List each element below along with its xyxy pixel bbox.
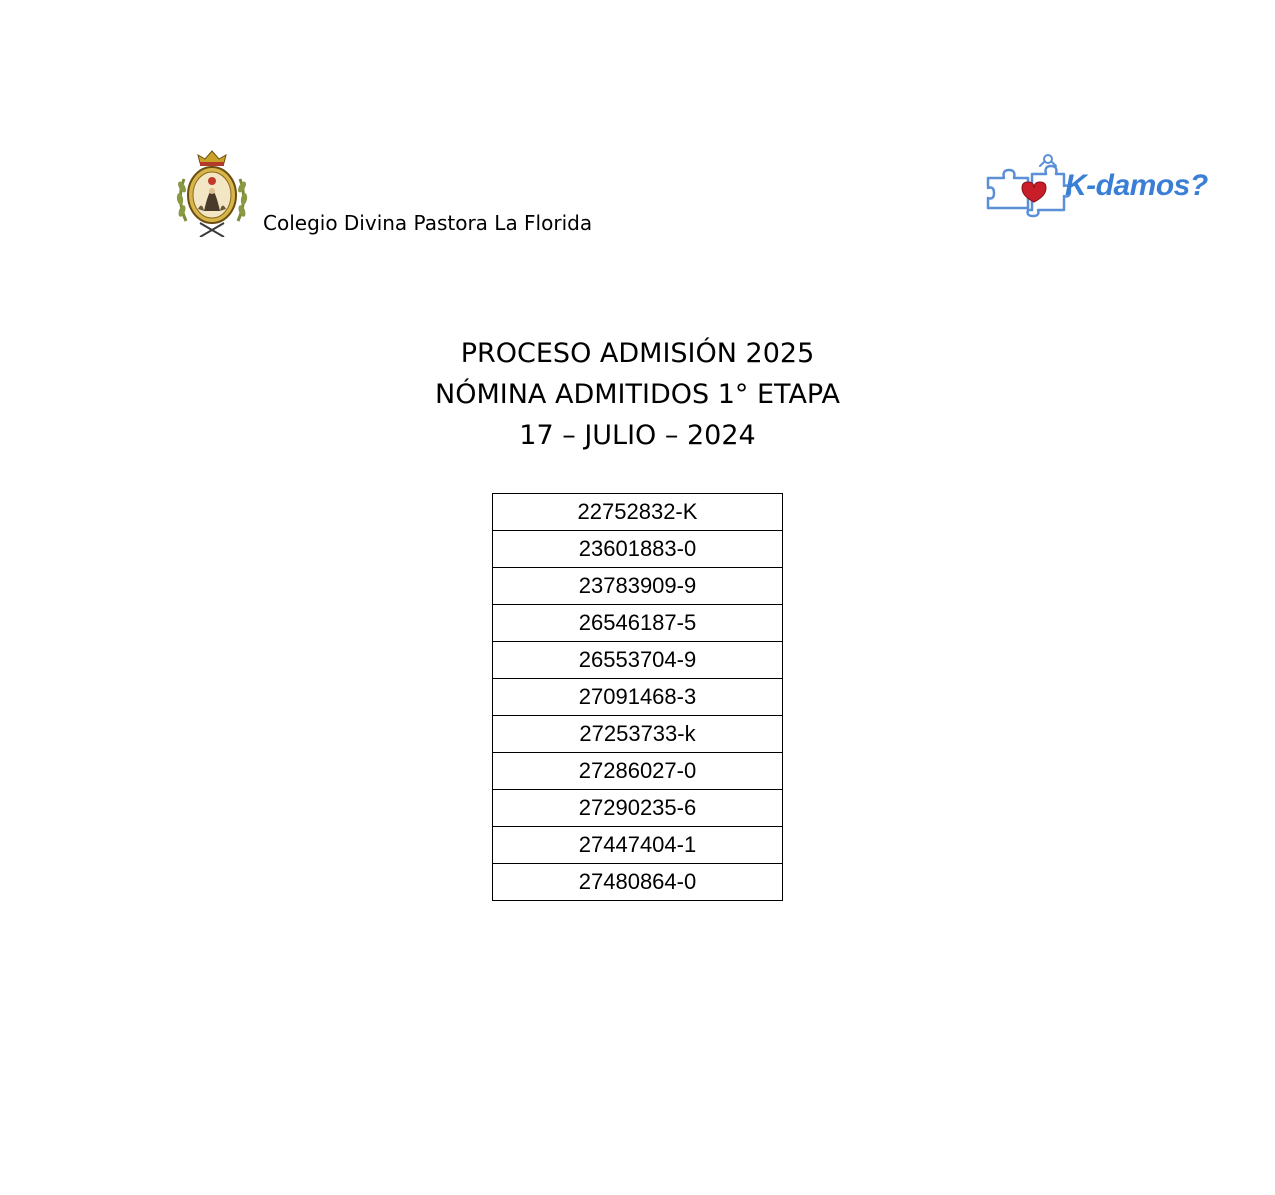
table-row bbox=[493, 864, 783, 901]
admitted-table bbox=[492, 493, 783, 901]
table-row bbox=[493, 827, 783, 864]
table-row bbox=[493, 642, 783, 679]
rut-cell: 26553704-9 bbox=[493, 642, 783, 679]
table-row bbox=[493, 531, 783, 568]
table-row bbox=[493, 753, 783, 790]
rut-cell: 26546187-5 bbox=[493, 605, 783, 642]
table-row bbox=[493, 790, 783, 827]
table-row bbox=[493, 679, 783, 716]
rut-cell: 27286027-0 bbox=[493, 753, 783, 790]
rut-cell: 27480864-0 bbox=[493, 864, 783, 901]
table-row bbox=[493, 568, 783, 605]
rut-cell: 22752832-K bbox=[493, 494, 783, 531]
rut-cell: 23783909-9 bbox=[493, 568, 783, 605]
rut-cell: 27253733-k bbox=[493, 716, 783, 753]
table-row bbox=[493, 605, 783, 642]
document-title bbox=[0, 333, 1275, 456]
rut-cell: 27290235-6 bbox=[493, 790, 783, 827]
rut-cell: 23601883-0 bbox=[493, 531, 783, 568]
brand-logo-text: K-damos? bbox=[1065, 169, 1208, 202]
title-process: PROCESO ADMISIÓN 2025 bbox=[460, 338, 815, 369]
title-list: NÓMINA ADMITIDOS 1° ETAPA bbox=[435, 379, 840, 410]
school-name: Colegio Divina Pastora La Florida bbox=[263, 211, 593, 235]
table-row bbox=[493, 494, 783, 531]
table-row bbox=[493, 716, 783, 753]
school-crest-icon bbox=[174, 149, 250, 237]
rut-cell: 27447404-1 bbox=[493, 827, 783, 864]
rut-cell: 27091468-3 bbox=[493, 679, 783, 716]
title-date: 17 – JULIO – 2024 bbox=[519, 420, 756, 451]
